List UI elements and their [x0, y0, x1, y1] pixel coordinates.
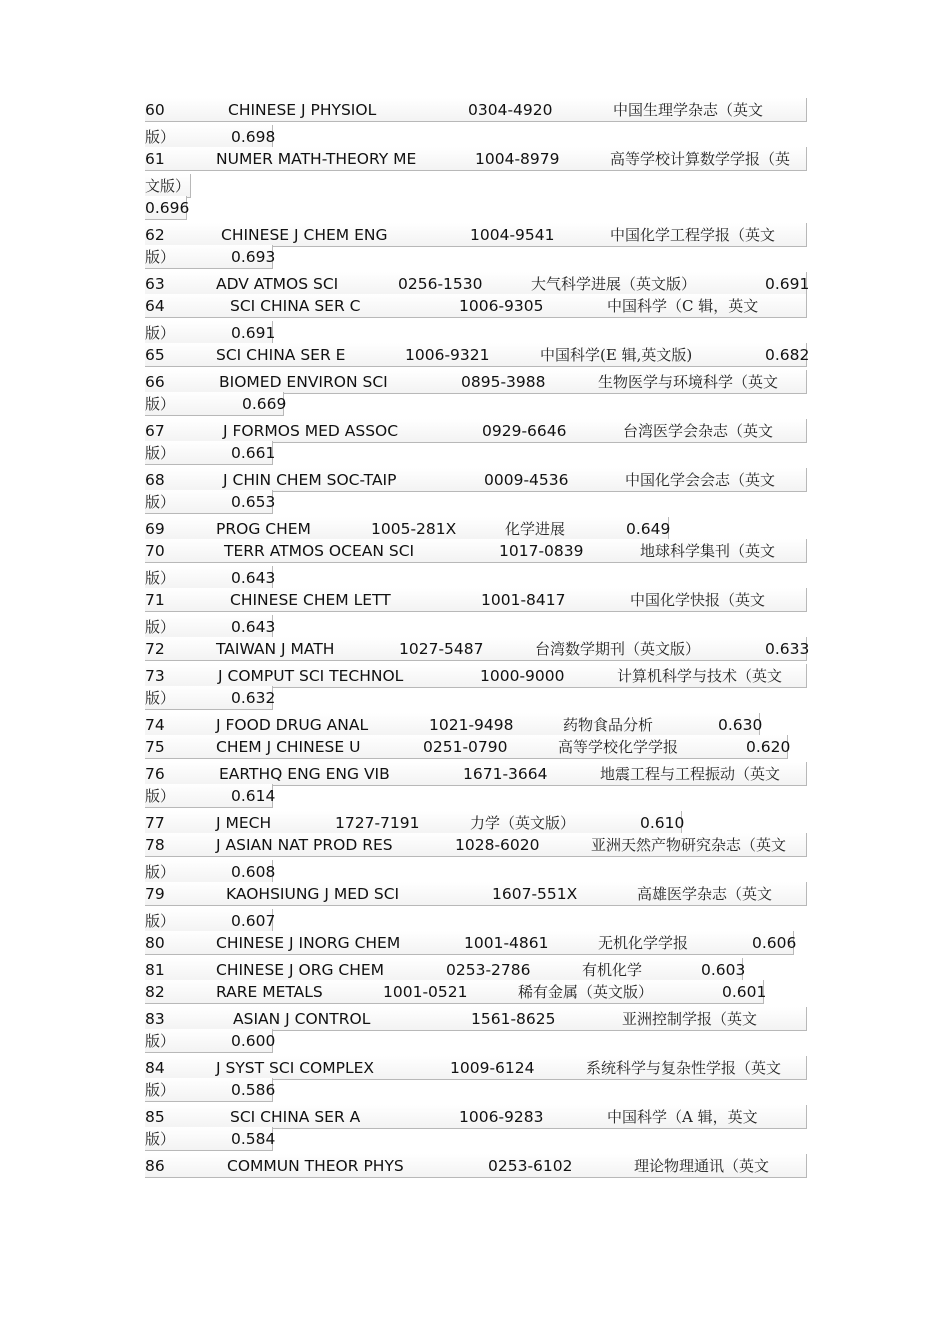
text-segment: 79: [145, 885, 165, 903]
text-segment: J COMPUT SCI TECHNOL: [218, 667, 404, 685]
text-line: [145, 762, 807, 786]
text-line: [145, 882, 807, 906]
text-segment: CHINESE J PHYSIOL: [228, 101, 377, 119]
text-segment: 78: [145, 836, 165, 854]
text-segment: 0.643: [231, 569, 276, 587]
text-segment: 1028-6020: [455, 836, 540, 854]
text-segment: 0.691: [765, 275, 810, 293]
text-segment: J CHIN CHEM SOC-TAIP: [223, 471, 397, 489]
text-segment: 67: [145, 422, 165, 440]
text-segment: 81: [145, 961, 165, 979]
text-segment: 1001-4861: [464, 934, 549, 952]
text-segment: COMMUN THEOR PHYS: [227, 1157, 404, 1175]
text-segment: 73: [145, 667, 165, 685]
text-segment: 1021-9498: [429, 716, 514, 734]
text-segment: 1006-9321: [405, 346, 490, 364]
text-segment: 0.607: [231, 912, 276, 930]
text-segment: 版）: [145, 248, 176, 266]
text-segment: J MECH: [216, 814, 272, 832]
text-segment: 版）: [145, 569, 176, 587]
text-segment: 有机化学: [582, 961, 643, 979]
text-segment: J ASIAN NAT PROD RES: [216, 836, 393, 854]
text-segment: 版）: [145, 444, 176, 462]
text-line: [145, 468, 807, 492]
text-segment: 74: [145, 716, 165, 734]
text-segment: 86: [145, 1157, 165, 1175]
text-segment: 1027-5487: [399, 640, 484, 658]
text-line: [145, 637, 810, 661]
text-segment: 0.608: [231, 863, 276, 881]
text-segment: SCI CHINA SER A: [230, 1108, 361, 1126]
text-segment: 83: [145, 1010, 165, 1028]
text-segment: 0.632: [231, 689, 276, 707]
text-line: [145, 98, 807, 122]
text-segment: 70: [145, 542, 165, 560]
text-segment: 0.630: [718, 716, 763, 734]
text-segment: 高雄医学杂志（英文: [637, 885, 773, 903]
text-line: [145, 174, 191, 198]
text-segment: 版）: [145, 618, 176, 636]
text-segment: 地震工程与工程振动（英文: [600, 765, 781, 783]
text-line: [145, 1105, 807, 1129]
text-segment: 1561-8625: [471, 1010, 556, 1028]
text-segment: 版）: [145, 1130, 176, 1148]
text-segment: 1005-281X: [371, 520, 457, 538]
text-segment: 中国生理学杂志（英文: [613, 101, 764, 119]
text-line: [145, 147, 807, 171]
text-segment: ADV ATMOS SCI: [216, 275, 339, 293]
text-segment: CHINESE J CHEM ENG: [221, 226, 388, 244]
text-segment: 0.603: [701, 961, 746, 979]
text-line: [145, 931, 797, 955]
text-segment: CHINESE J INORG CHEM: [216, 934, 401, 952]
text-segment: 1004-8979: [475, 150, 560, 168]
text-segment: 0304-4920: [468, 101, 553, 119]
text-line: [145, 566, 276, 590]
text-segment: RARE METALS: [216, 983, 323, 1001]
text-segment: 61: [145, 150, 165, 168]
text-segment: 地球科学集刊（英文: [640, 542, 776, 560]
text-segment: 版）: [145, 493, 176, 511]
text-segment: NUMER MATH-THEORY ME: [216, 150, 417, 168]
text-segment: 化学进展: [505, 520, 566, 538]
text-segment: 0.649: [626, 520, 671, 538]
text-line: [145, 1127, 276, 1151]
text-segment: 中国科学（A 辑，英文: [607, 1108, 758, 1126]
text-segment: 62: [145, 226, 165, 244]
text-segment: 0.614: [231, 787, 276, 805]
text-line: [145, 370, 807, 394]
text-segment: 中国化学会会志（英文: [625, 471, 776, 489]
text-segment: 中国科学（C 辑，英文: [607, 297, 759, 315]
text-line: [145, 245, 276, 269]
text-segment: 0.643: [231, 618, 276, 636]
text-segment: TAIWAN J MATH: [216, 640, 335, 658]
text-segment: ASIAN J CONTROL: [233, 1010, 371, 1028]
text-segment: 版）: [145, 787, 176, 805]
text-segment: 0.669: [242, 395, 287, 413]
text-segment: 0.620: [746, 738, 791, 756]
text-segment: 68: [145, 471, 165, 489]
text-segment: 版）: [145, 1081, 176, 1099]
text-line: [145, 517, 669, 541]
text-segment: 无机化学学报: [598, 934, 689, 952]
text-segment: 版）: [145, 689, 176, 707]
text-segment: J SYST SCI COMPLEX: [216, 1059, 374, 1077]
text-line: [145, 294, 807, 318]
text-segment: 64: [145, 297, 165, 315]
text-segment: 版）: [145, 128, 176, 146]
text-segment: CHEM J CHINESE U: [216, 738, 361, 756]
text-line: [145, 588, 807, 612]
text-segment: 0929-6646: [482, 422, 567, 440]
text-line: [145, 958, 746, 982]
text-segment: 中国化学快报（英文: [630, 591, 766, 609]
text-segment: 1006-9283: [459, 1108, 544, 1126]
text-segment: 版）: [145, 863, 176, 881]
text-segment: 0.682: [765, 346, 810, 364]
text-segment: 0.653: [231, 493, 276, 511]
text-line: [145, 860, 276, 884]
text-segment: 大气科学进展（英文版）: [531, 275, 697, 293]
text-segment: 稀有金属（英文版）: [518, 983, 654, 1001]
text-line: [145, 686, 276, 710]
text-segment: J FORMOS MED ASSOC: [223, 422, 399, 440]
text-segment: 高等学校化学学报: [558, 738, 679, 756]
text-segment: 60: [145, 101, 165, 119]
text-segment: 系统科学与复杂性学报（英文: [586, 1059, 782, 1077]
text-segment: 1001-0521: [383, 983, 468, 1001]
text-line: [145, 223, 807, 247]
text-line: [145, 539, 807, 563]
text-segment: 药物食品分析: [563, 716, 654, 734]
text-line: [145, 664, 807, 688]
text-segment: CHINESE J ORG CHEM: [216, 961, 385, 979]
text-segment: 生物医学与环境科学（英文: [598, 373, 779, 391]
text-segment: 0.586: [231, 1081, 276, 1099]
text-segment: 63: [145, 275, 165, 293]
text-segment: 80: [145, 934, 165, 952]
text-segment: 1009-6124: [450, 1059, 535, 1077]
text-segment: 1000-9000: [480, 667, 565, 685]
text-segment: 中国科学(E 辑,英文版): [540, 346, 693, 364]
text-line: [145, 1056, 807, 1080]
text-segment: 0.606: [752, 934, 797, 952]
text-line: [145, 125, 276, 149]
text-segment: 计算机科学与技术（英文: [617, 667, 783, 685]
text-segment: 0.661: [231, 444, 276, 462]
text-line: [145, 1078, 276, 1102]
text-segment: 0.698: [231, 128, 276, 146]
text-segment: 0.600: [231, 1032, 276, 1050]
text-segment: 0009-4536: [484, 471, 569, 489]
text-line: [145, 713, 763, 737]
text-segment: 中国化学工程学报（英文: [610, 226, 776, 244]
text-line: [145, 343, 810, 367]
text-segment: 力学（英文版）: [470, 814, 576, 832]
text-segment: EARTHQ ENG ENG VIB: [219, 765, 390, 783]
text-segment: 0256-1530: [398, 275, 483, 293]
text-segment: CHINESE CHEM LETT: [230, 591, 391, 609]
text-line: [145, 392, 287, 416]
text-line: [145, 615, 276, 639]
text-segment: 85: [145, 1108, 165, 1126]
text-line: [145, 1154, 807, 1178]
text-segment: 72: [145, 640, 165, 658]
text-segment: 0.584: [231, 1130, 276, 1148]
text-segment: 71: [145, 591, 165, 609]
text-segment: PROG CHEM: [216, 520, 311, 538]
text-segment: 1607-551X: [492, 885, 578, 903]
text-segment: 76: [145, 765, 165, 783]
text-segment: KAOHSIUNG J MED SCI: [226, 885, 400, 903]
text-line: [145, 1007, 807, 1031]
text-line: [145, 272, 810, 296]
text-segment: 69: [145, 520, 165, 538]
text-line: [145, 735, 791, 759]
text-segment: 0.633: [765, 640, 810, 658]
text-segment: 0.601: [722, 983, 767, 1001]
text-segment: 版）: [145, 912, 176, 930]
text-line: [145, 980, 767, 1004]
text-segment: 台湾医学会杂志（英文: [623, 422, 774, 440]
text-segment: 82: [145, 983, 165, 1001]
text-segment: J FOOD DRUG ANAL: [216, 716, 369, 734]
text-segment: 66: [145, 373, 165, 391]
text-segment: SCI CHINA SER E: [216, 346, 346, 364]
text-line: [145, 811, 685, 835]
text-segment: 版）: [145, 324, 176, 342]
text-segment: 84: [145, 1059, 165, 1077]
text-segment: 亚洲控制学报（英文: [622, 1010, 758, 1028]
text-segment: 0253-6102: [488, 1157, 573, 1175]
text-line: [145, 321, 276, 345]
text-segment: 文版）: [145, 177, 191, 195]
text-line: [145, 833, 807, 857]
text-line: [145, 784, 276, 808]
text-segment: 65: [145, 346, 165, 364]
text-line: [145, 419, 807, 443]
text-segment: 0895-3988: [461, 373, 546, 391]
text-line: [145, 909, 276, 933]
text-segment: 77: [145, 814, 165, 832]
text-segment: 1001-8417: [481, 591, 566, 609]
text-segment: 0.696: [145, 199, 190, 217]
text-segment: 0.610: [640, 814, 685, 832]
text-segment: 1671-3664: [463, 765, 548, 783]
text-segment: TERR ATMOS OCEAN SCI: [224, 542, 415, 560]
text-segment: 1004-9541: [470, 226, 555, 244]
text-segment: 台湾数学期刊（英文版）: [535, 640, 701, 658]
text-segment: 版）: [145, 395, 176, 413]
text-segment: 0253-2786: [446, 961, 531, 979]
text-segment: 版）: [145, 1032, 176, 1050]
text-segment: 75: [145, 738, 165, 756]
text-segment: 0.693: [231, 248, 276, 266]
text-segment: 1727-7191: [335, 814, 420, 832]
text-line: [145, 490, 276, 514]
text-segment: 亚洲天然产物研究杂志（英文: [591, 836, 787, 854]
text-segment: 理论物理通讯（英文: [634, 1157, 770, 1175]
text-segment: 1006-9305: [459, 297, 544, 315]
text-segment: 0.691: [231, 324, 276, 342]
text-line: [145, 196, 190, 220]
text-segment: SCI CHINA SER C: [230, 297, 361, 315]
text-line: [145, 1029, 276, 1053]
text-line: [145, 441, 276, 465]
text-segment: 0251-0790: [423, 738, 508, 756]
text-segment: 高等学校计算数学学报（英: [610, 150, 791, 168]
text-segment: BIOMED ENVIRON SCI: [219, 373, 388, 391]
text-segment: 1017-0839: [499, 542, 584, 560]
